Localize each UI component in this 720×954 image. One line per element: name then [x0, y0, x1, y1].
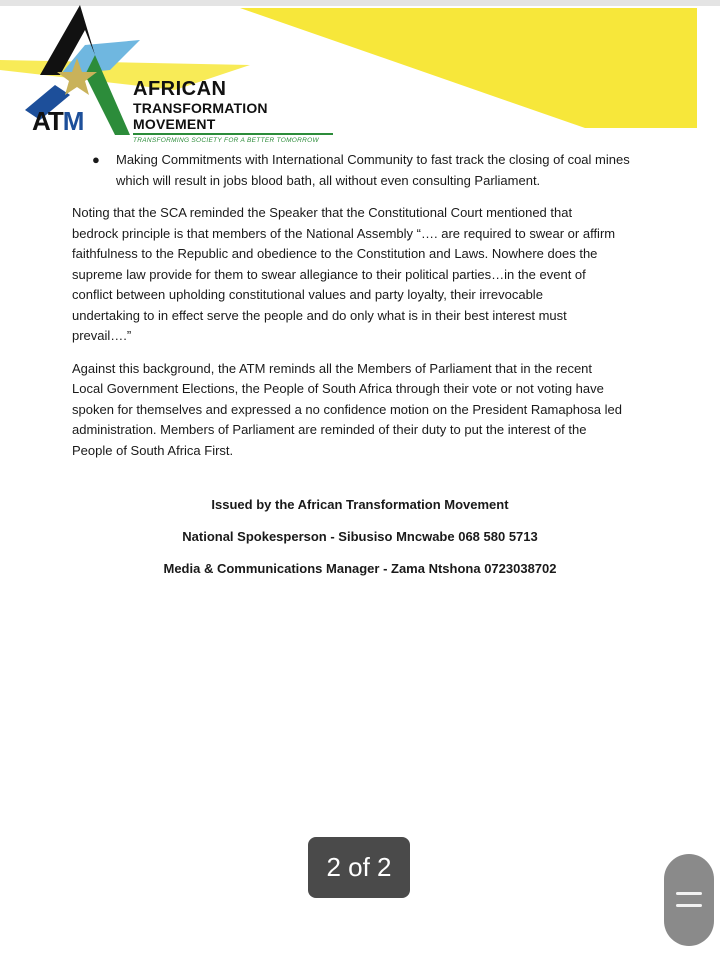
para2-line: People of South Africa First. — [72, 442, 234, 458]
issued-by-line: Issued by the African Transformation Movement — [211, 497, 509, 512]
document-body — [72, 150, 638, 461]
para1-line: undertaking to in effect serve the people and do only what is in their best interest must — [72, 307, 567, 323]
para1-line: faithfulness to the Republic and obedience to the Constitution and Laws. Nowhere does the — [72, 246, 598, 261]
logo-line-movement: TRANSFORMATION MOVEMENT — [133, 100, 333, 135]
para2-line: spoken for themselves and expressed a no confidence motion on the President Ramaphosa led — [72, 401, 622, 417]
spokesperson-line: National Spokesperson - Sibusiso Mncwabe 068 580 5713 — [182, 529, 538, 544]
logo-line-african: AFRICAN — [133, 78, 227, 100]
page-indicator: 2 of 2 — [308, 837, 410, 898]
logo-text — [133, 78, 333, 144]
para2-line: Against this background, the ATM reminds all the Members of Parliament that in the recent — [72, 360, 593, 376]
para1-line: conflict between upholding constitutional values and party loyalty, their irrevocable — [72, 287, 543, 302]
para1-line: bedrock principle is that members of the National Assembly “…. are required to swear or affirm — [72, 225, 616, 241]
para2-line: Local Government Elections, the People of South Africa through their vote or not voting have — [72, 381, 604, 396]
atm-logo-mark: ATM — [32, 106, 84, 136]
media-manager-line: Media & Communications Manager - Zama Ntshona 0723038702 — [163, 561, 557, 576]
para1-line: prevail….” — [72, 328, 132, 343]
bullet-icon: ● — [92, 152, 100, 167]
paragraph-1 — [72, 203, 638, 347]
grip-line-top — [676, 892, 702, 895]
para2-line: administration. Members of Parliament are reminded of their duty to put the interest of the — [72, 422, 587, 437]
bullet-text: Making Commitments with International Community to fast track the closing of coal mines which will result in jobs blood bath, all without even consulting Parliament. — [116, 152, 630, 188]
bullet-item — [72, 150, 638, 191]
letterhead-banner — [0, 0, 720, 140]
scroll-handle[interactable] — [664, 854, 714, 946]
grip-line-bottom — [676, 904, 702, 907]
para1-line: supreme law provide for them to swear allegiance to their political parties…in the event of — [72, 266, 586, 282]
para1-line: Noting that the SCA reminded the Speaker that the Constitutional Court mentioned that — [72, 205, 573, 220]
logo-tagline: TRANSFORMING SOCIETY FOR A BETTER TOMORROW — [133, 137, 319, 144]
paragraph-2 — [72, 359, 638, 462]
